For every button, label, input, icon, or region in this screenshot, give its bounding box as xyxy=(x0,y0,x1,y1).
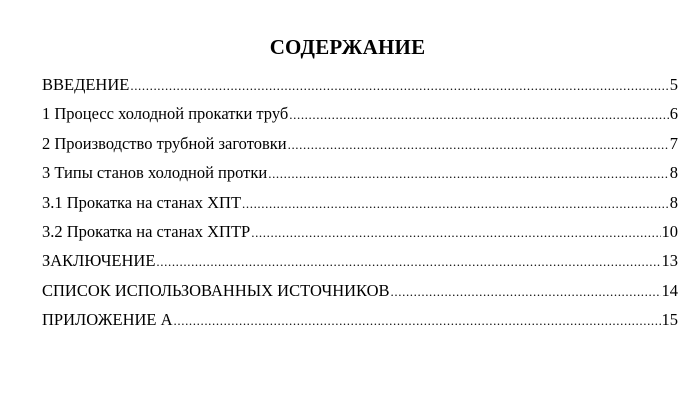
toc-dot-leader xyxy=(288,130,669,159)
toc-entry xyxy=(42,70,678,99)
toc-entry xyxy=(42,188,678,217)
toc-entry-text: 3.2 Прокатка на станах ХПТР xyxy=(42,221,251,241)
toc-page-number: 6 xyxy=(669,104,678,124)
toc-entry xyxy=(42,99,678,128)
toc-dot-leader xyxy=(130,71,668,100)
toc-title: СОДЕРЖАНИЕ xyxy=(269,35,426,59)
toc-entry xyxy=(42,276,678,305)
toc-page-number: 14 xyxy=(661,280,678,300)
toc-page-number: 5 xyxy=(669,75,678,94)
toc-dot-leader xyxy=(174,306,661,335)
toc-entry xyxy=(42,158,678,187)
toc-entry-text: 3.1 Прокатка на станах ХПТ xyxy=(42,192,242,212)
toc-dot-leader xyxy=(268,159,669,188)
toc-dot-leader xyxy=(391,277,661,306)
toc-entry xyxy=(42,305,678,334)
toc-dot-leader xyxy=(242,189,669,218)
toc-entry xyxy=(42,217,678,246)
toc-dot-leader xyxy=(289,100,668,129)
toc-entry-text: ЗАКЛЮЧЕНИЕ xyxy=(42,251,156,271)
toc-page-number: 13 xyxy=(661,251,678,271)
toc-page-number: 8 xyxy=(669,192,678,212)
toc-entry-text: ПРИЛОЖЕНИЕ А xyxy=(42,310,173,330)
toc-entry-text: 1 Процесс холодной прокатки труб xyxy=(42,104,289,124)
toc-page-number: 8 xyxy=(669,163,678,183)
toc-entry xyxy=(42,129,678,158)
table-of-contents xyxy=(42,70,678,335)
toc-entry-text: 3 Типы станов холодной протки xyxy=(42,163,268,183)
toc-entry xyxy=(42,246,678,275)
toc-page-number: 15 xyxy=(661,310,678,330)
toc-entry-text: 2 Производство трубной заготовки xyxy=(42,133,287,153)
toc-entry-text: СПИСОК ИСПОЛЬЗОВАННЫХ ИСТОЧНИКОВ xyxy=(42,280,390,300)
toc-entry-text: ВВЕДЕНИЕ xyxy=(42,75,130,94)
toc-page-number: 7 xyxy=(669,133,678,153)
toc-page-number: 10 xyxy=(661,221,678,241)
toc-dot-leader xyxy=(251,218,660,247)
toc-dot-leader xyxy=(156,247,660,276)
